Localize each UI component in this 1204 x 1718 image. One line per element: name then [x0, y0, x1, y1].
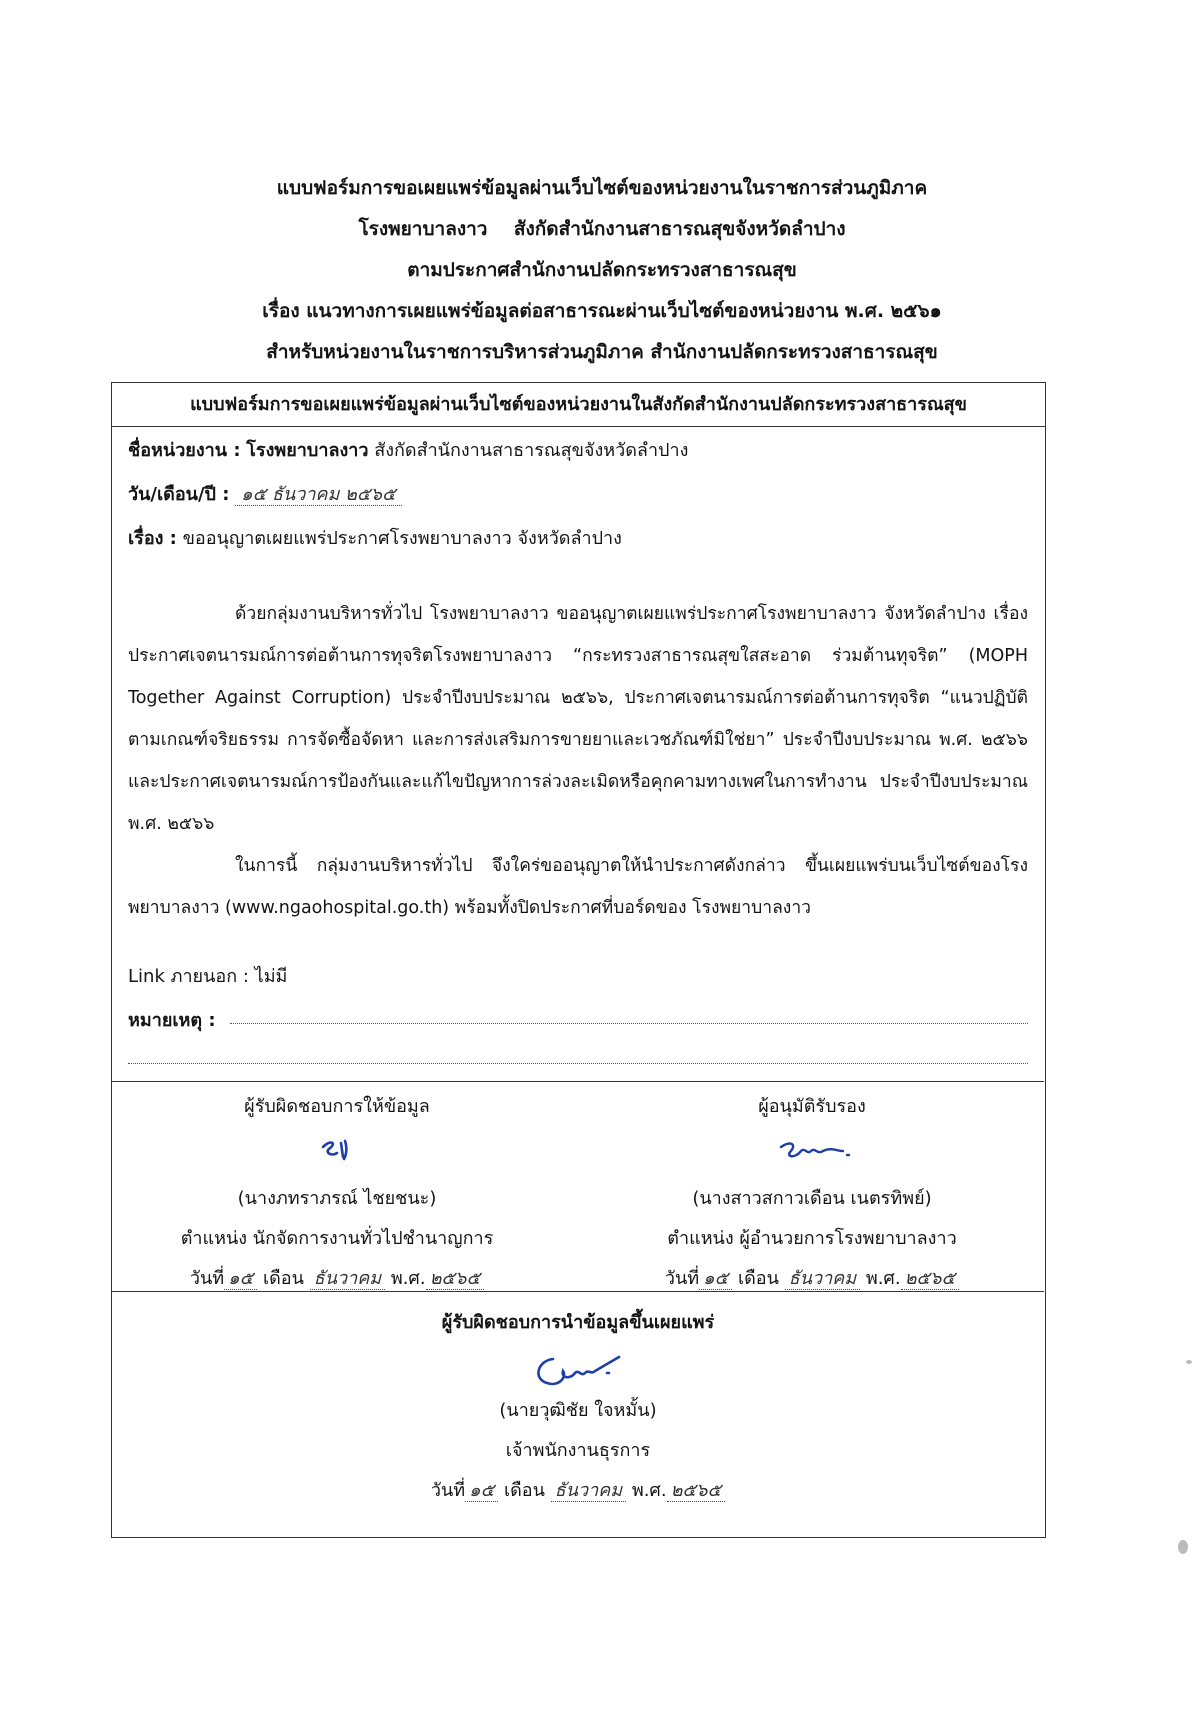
provider-day-label: วันที่ [189, 1268, 225, 1289]
provider-day: ๑๕ [224, 1268, 257, 1290]
subject-row [128, 523, 622, 552]
link-label: Link ภายนอก : [128, 966, 249, 987]
paragraph-1: ด้วยกลุ่มงานบริหารทั่วไป โรงพยาบาลงาว ขออนุญาตเผยแพร่ประกาศโรงพยาบาลงาว จังหวัดลำปาง เรื่อง ประกาศเจตนารมณ์การต่อต้านการทุจริตโรงพยาบาลงาว “กระทรวงสาธารณสุขใสสะอาด ร่วมต้านทุจริต” (MOPH Together Against Corruption) ประจำปีงบประมาณ ๒๕๖๖, ประกาศเจตนารมณ์การต่อต้านการทุจริต “แนวปฏิบัติตามเกณฑ์จริยธรรม การจัดซื้อจัดหา และการส่งเสริมการขายยาและเวชภัณฑ์มิใช่ยา” ประจำปีงบประมาณ พ.ศ. ๒๕๖๖ และประกาศเจตนารมณ์การป้องกันและแก้ไขปัญหาการล่วงละเมิดหรือคุกคามทางเพศในการทำงาน ประจำปีงบประมาณ พ.ศ. ๒๕๖๖ [128, 604, 1028, 834]
note-dotted-line-1 [230, 1023, 1028, 1024]
date-value: ๑๕ ธันวาคม ๒๕๖๕ [235, 484, 401, 506]
approver-signature-block [597, 1087, 1027, 1299]
provider-signature-block [122, 1087, 552, 1299]
agency-label: ชื่อหน่วยงาน : [128, 440, 241, 461]
approver-heading: ผู้อนุมัติรับรอง [758, 1096, 866, 1117]
publisher-signature-icon [523, 1349, 633, 1395]
publisher-day-label: วันที่ [430, 1480, 466, 1501]
link-row [128, 961, 287, 990]
publisher-year: ๒๕๖๕ [667, 1480, 726, 1502]
section-divider-2 [112, 1291, 1044, 1292]
approver-position: ตำแหน่ง ผู้อำนวยการโรงพยาบาลงาว [667, 1228, 957, 1249]
publisher-year-label: พ.ศ. [631, 1480, 667, 1501]
subject-value: ขออนุญาตเผยแพร่ประกาศโรงพยาบาลงาว จังหวัดลำปาง [182, 528, 622, 549]
note-row [128, 1005, 216, 1034]
document-header [0, 168, 1204, 373]
approver-day-label: วันที่ [664, 1268, 700, 1289]
header-line-5: สำหรับหน่วยงานในราชการบริหารส่วนภูมิภาค สำนักงานปลัดกระทรวงสาธารณสุข [266, 341, 938, 363]
approver-year-label: พ.ศ. [865, 1268, 901, 1289]
publisher-name: (นายวุฒิชัย ใจหมั้น) [499, 1400, 657, 1421]
approver-month: ธันวาคม [785, 1268, 860, 1290]
body-text [128, 593, 1028, 929]
approver-day: ๑๕ [699, 1268, 732, 1290]
date-row [128, 479, 402, 508]
scan-speck [1186, 1360, 1192, 1364]
provider-month-label: เดือน [262, 1268, 304, 1289]
provider-position: ตำแหน่ง นักจัดการงานทั่วไปชำนาญการ [180, 1228, 494, 1249]
form-box [111, 382, 1046, 1538]
header-line-2: โรงพยาบาลงาว สังกัดสำนักงานสาธารณสุขจังหวัดลำปาง [358, 218, 846, 240]
section-divider-1 [112, 1081, 1044, 1082]
link-value: ไม่มี [254, 966, 288, 987]
paragraph-2: ในการนี้ กลุ่มงานบริหารทั่วไป จึงใคร่ขออนุญาตให้นำประกาศดังกล่าว ขึ้นเผยแพร่บนเว็บไซต์ของโรงพยาบาลงาว (www.ngaohospital.go.th) พร้อมทั้งปิดประกาศที่บอร์ดของ โรงพยาบาลงาว [128, 856, 1028, 918]
header-line-3: ตามประกาศสำนักงานปลัดกระทรวงสาธารณสุข [407, 259, 797, 281]
header-line-1: แบบฟอร์มการขอเผยแพร่ข้อมูลผ่านเว็บไซต์ของหน่วยงานในราชการส่วนภูมิภาค [276, 177, 928, 199]
agency-row [128, 435, 688, 464]
publisher-month-label: เดือน [503, 1480, 545, 1501]
scan-speck [1178, 1540, 1188, 1554]
publisher-heading: ผู้รับผิดชอบการนำข้อมูลขึ้นเผยแพร่ [441, 1312, 715, 1333]
agency-affiliation: สังกัดสำนักงานสาธารณสุขจังหวัดลำปาง [374, 440, 689, 461]
agency-name: โรงพยาบาลงาว [246, 440, 369, 461]
date-label: วัน/เดือน/ปี : [128, 484, 230, 505]
approver-signature-mark [597, 1127, 1027, 1179]
approver-name: (นางสาวสกาวเดือน เนตรทิพย์) [692, 1188, 932, 1209]
provider-year-label: พ.ศ. [390, 1268, 426, 1289]
publisher-day: ๑๕ [465, 1480, 498, 1502]
note-dotted-line-2 [128, 1063, 1028, 1064]
provider-date [122, 1259, 552, 1299]
approver-signature-icon [767, 1133, 857, 1173]
approver-month-label: เดือน [737, 1268, 779, 1289]
publisher-signature-mark [363, 1343, 793, 1391]
publisher-position: เจ้าพนักงานธุรการ [505, 1440, 651, 1461]
provider-heading: ผู้รับผิดชอบการให้ข้อมูล [244, 1096, 430, 1117]
note-label: หมายเหตุ : [128, 1010, 216, 1031]
provider-name: (นางภทราภรณ์ ไชยชนะ) [237, 1188, 437, 1209]
form-title: แบบฟอร์มการขอเผยแพร่ข้อมูลผ่านเว็บไซต์ของหน่วยงานในสังกัดสำนักงานปลัดกระทรวงสาธารณสุข [112, 383, 1045, 427]
subject-label: เรื่อง : [128, 528, 177, 549]
provider-year: ๒๕๖๕ [426, 1268, 485, 1290]
publisher-signature-block [363, 1303, 793, 1511]
provider-month: ธันวาคม [310, 1268, 385, 1290]
header-line-4: เรื่อง แนวทางการเผยแพร่ข้อมูลต่อสาธารณะผ่านเว็บไซต์ของหน่วยงาน พ.ศ. ๒๕๖๑ [262, 300, 942, 322]
provider-signature-mark [122, 1127, 552, 1179]
publisher-date [363, 1471, 793, 1511]
approver-year: ๒๕๖๕ [901, 1268, 960, 1290]
provider-signature-icon [307, 1133, 367, 1173]
approver-date [597, 1259, 1027, 1299]
publisher-month: ธันวาคม [551, 1480, 626, 1502]
